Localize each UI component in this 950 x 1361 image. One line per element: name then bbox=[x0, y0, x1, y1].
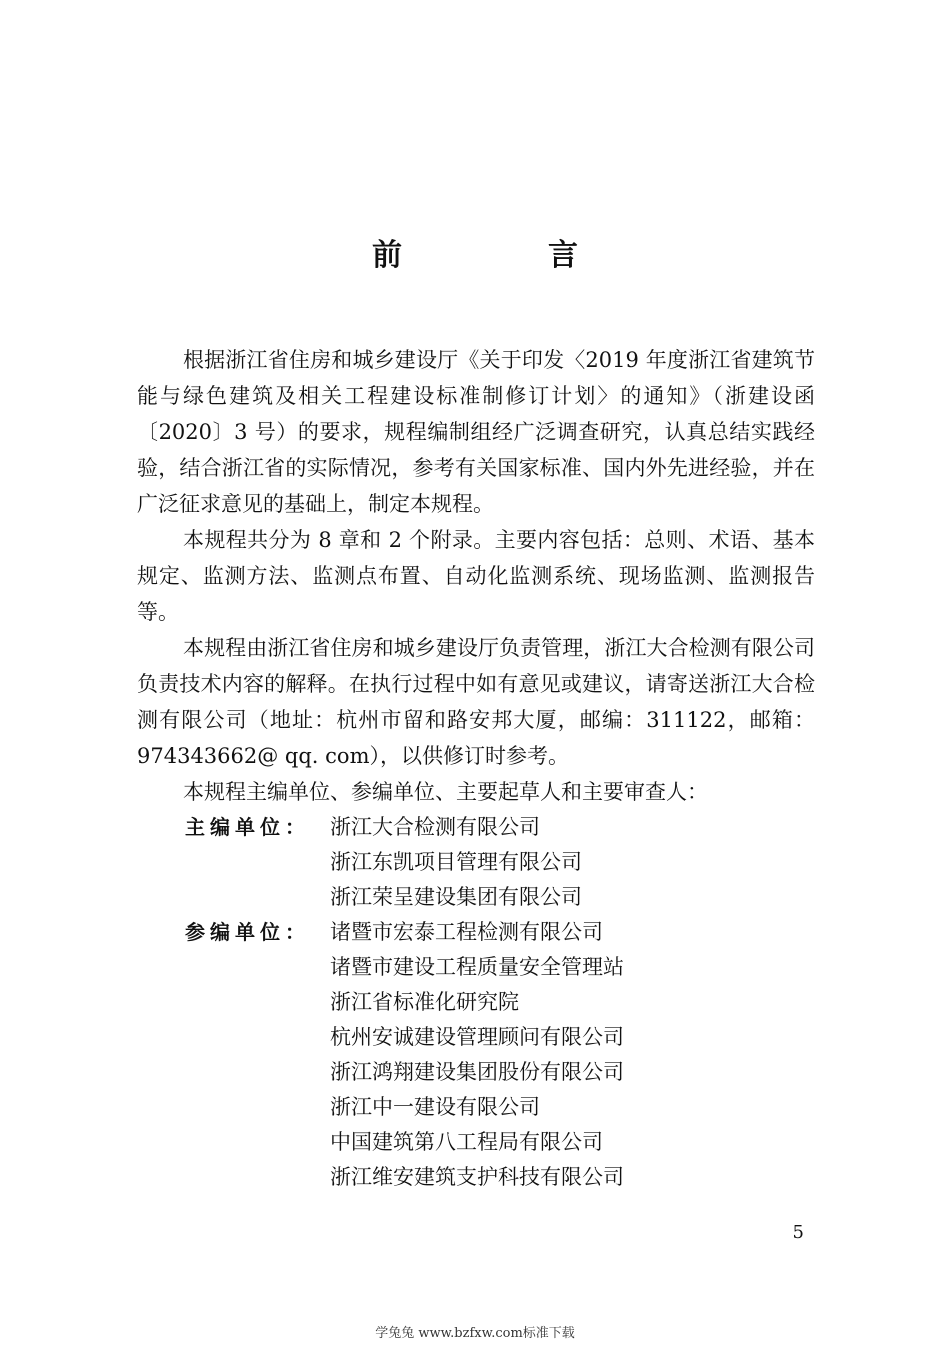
paragraph-background: 根据浙江省住房和城乡建设厅《关于印发〈2019 年度浙江省建筑节能与绿色建筑及相关工程建设标准制修订计划〉的通知》（浙建设函〔2020〕3 号）的要求，规程编制组经广泛调查研究，认真总结实践经验，结合浙江省的实际情况，参考有关国家标准、国内外先进经验，并在广泛征求意见的基础上，制定本规程。 bbox=[137, 348, 815, 516]
participant-unit: 中国建筑第八工程局有限公司 bbox=[330, 1130, 603, 1154]
participant-unit: 浙江维安建筑支护科技有限公司 bbox=[330, 1165, 624, 1189]
participant-unit: 浙江中一建设有限公司 bbox=[330, 1095, 540, 1119]
paragraph-contents: 本规程共分为 8 章和 2 个附录。主要内容包括：总则、术语、基本规定、监测方法、监测点布置、自动化监测系统、现场监测、监测报告等。 bbox=[137, 528, 815, 624]
watermark-footer: 学兔兔 www.bzfxw.com标准下载 bbox=[375, 1326, 575, 1341]
unit-row bbox=[137, 1055, 815, 1090]
unit-row bbox=[137, 1090, 815, 1125]
chief-editor-unit: 浙江大合检测有限公司 bbox=[330, 815, 540, 839]
participant-label: 参编单位： bbox=[185, 920, 310, 944]
unit-row bbox=[137, 950, 815, 985]
participant-unit: 浙江省标准化研究院 bbox=[330, 990, 519, 1014]
chief-editor-label: 主编单位： bbox=[185, 815, 310, 839]
unit-row bbox=[137, 880, 815, 915]
unit-row bbox=[137, 1125, 815, 1160]
unit-row bbox=[137, 845, 815, 880]
participant-unit: 诸暨市建设工程质量安全管理站 bbox=[330, 955, 624, 979]
chief-editor-units bbox=[137, 810, 815, 915]
preface-body bbox=[137, 342, 815, 1195]
participant-unit: 杭州安诚建设管理顾问有限公司 bbox=[330, 1025, 624, 1049]
unit-row bbox=[137, 985, 815, 1020]
unit-row bbox=[137, 810, 815, 845]
chief-editor-unit: 浙江荣呈建设集团有限公司 bbox=[330, 885, 582, 909]
participant-units bbox=[137, 915, 815, 1195]
page-number: 5 bbox=[792, 1222, 804, 1243]
participant-unit: 诸暨市宏泰工程检测有限公司 bbox=[330, 920, 603, 944]
unit-row bbox=[137, 915, 815, 950]
paragraph-management: 本规程由浙江省住房和城乡建设厅负责管理，浙江大合检测有限公司负责技术内容的解释。在执行过程中如有意见或建议，请寄送浙江大合检测有限公司（地址：杭州市留和路安邦大厦，邮编：311122，邮箱：974343662@ qq. com），以供修订时参考。 bbox=[137, 636, 815, 768]
page-title: 前 言 bbox=[372, 238, 636, 273]
unit-row bbox=[137, 1020, 815, 1055]
paragraph-units-intro: 本规程主编单位、参编单位、主要起草人和主要审查人： bbox=[183, 780, 708, 804]
unit-row bbox=[137, 1160, 815, 1195]
participant-unit: 浙江鸿翔建设集团股份有限公司 bbox=[330, 1060, 624, 1084]
chief-editor-unit: 浙江东凯项目管理有限公司 bbox=[330, 850, 582, 874]
